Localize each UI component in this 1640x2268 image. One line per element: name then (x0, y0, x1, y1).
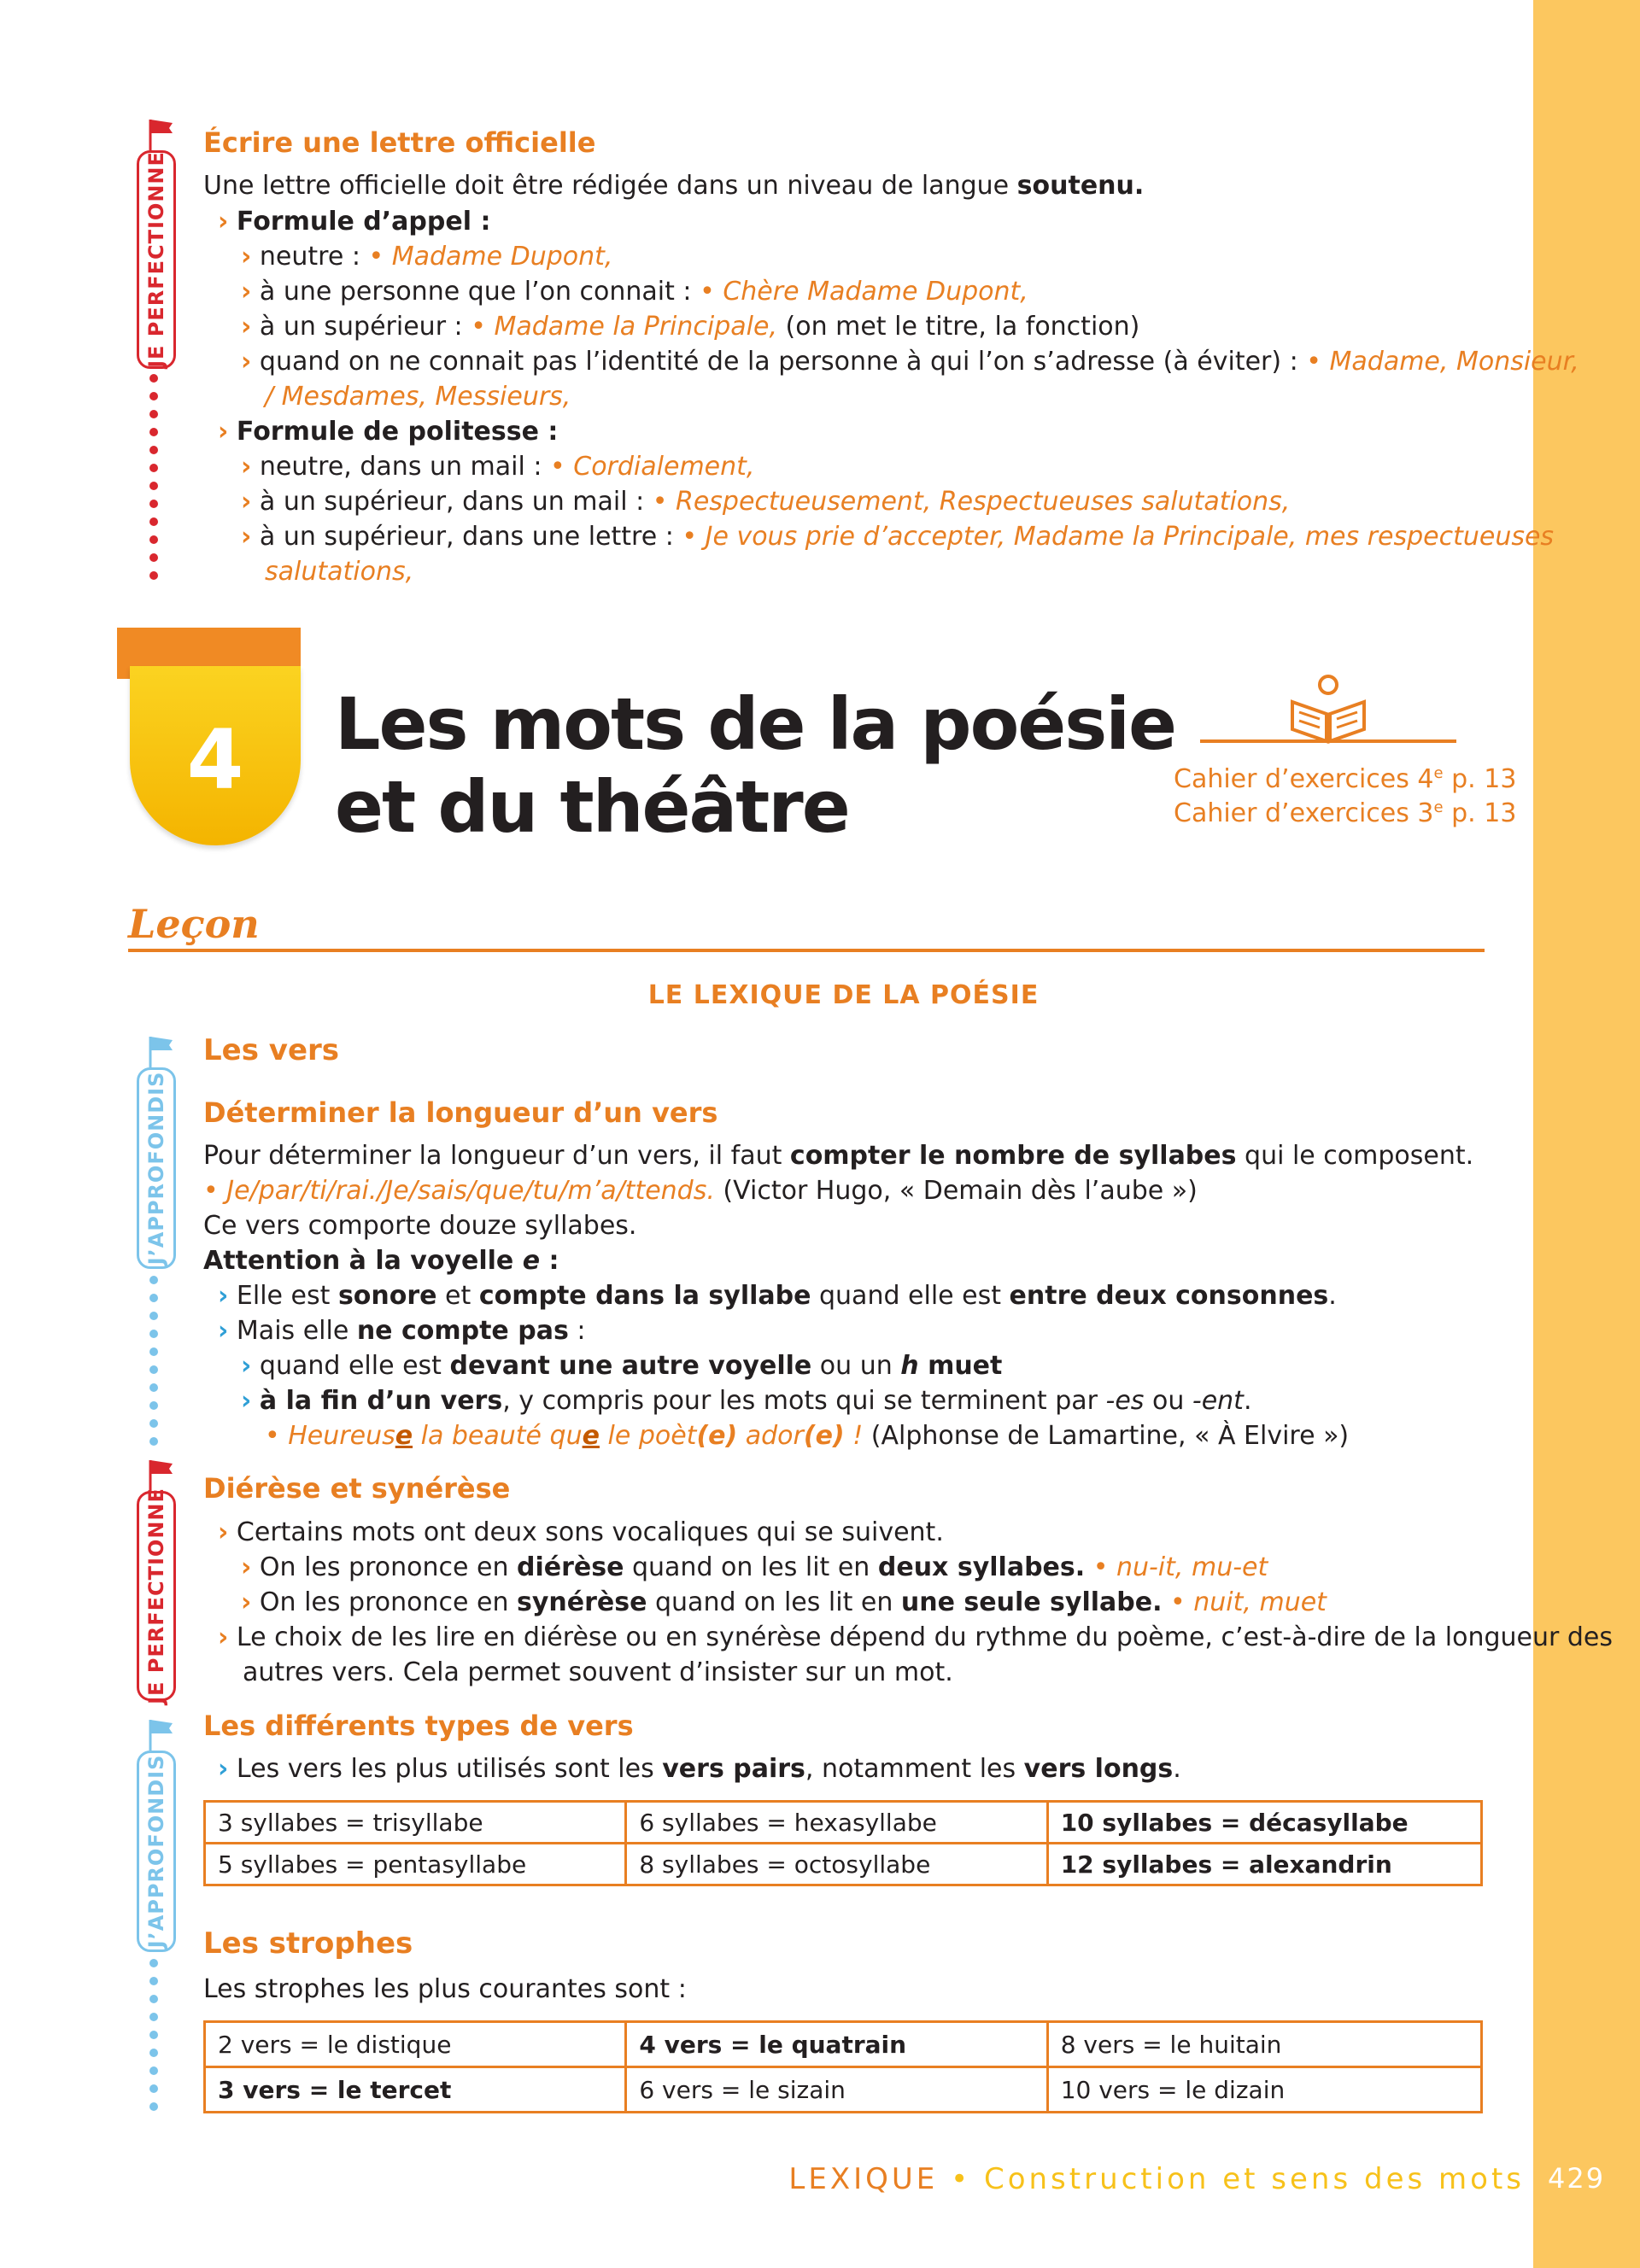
appel-neutre: › neutre : • Madame Dupont, (241, 242, 613, 272)
table-row (205, 1844, 1482, 1885)
politesse-sup-lettre: › à un supérieur, dans une lettre : • Je vous prie d’accepter, Madame la Principale, mes respectueuses (241, 522, 1555, 552)
table-row (205, 1802, 1482, 1844)
table-cell: 2 vers = le distique (205, 2022, 626, 2067)
strophes-intro: Les strophes les plus courantes sont : (203, 1974, 687, 2004)
table-cell: 6 syllabes = hexasyllabe (626, 1802, 1047, 1844)
table-row (205, 2022, 1482, 2067)
chevron-right-icon: › (218, 1754, 229, 1784)
vers-p2: Ce vers comporte douze syllabes. (203, 1211, 637, 1241)
cahier-4e: Cahier d’exercices 4e p. 13 (1174, 764, 1517, 794)
table-cell: 8 vers = le huitain (1047, 2022, 1481, 2067)
politesse-mail: › neutre, dans un mail : • Cordialement, (241, 452, 755, 482)
tag-label: J’APPROFONDIS (144, 1754, 168, 1949)
vers-example2: • Heureuse la beauté que le poèt(e) ador(e) ! (Alphonse de Lamartine, « À Elvire ») (265, 1421, 1350, 1451)
table-cell: 3 syllabes = trisyllabe (205, 1802, 626, 1844)
types-title: Les différents types de vers (203, 1710, 634, 1742)
dots-divider (149, 1959, 158, 2120)
side-band (1533, 0, 1640, 2268)
blue-flag-icon (145, 1716, 176, 1751)
chevron-right-icon: › (241, 277, 252, 307)
appel-connait: › à une personne que l’on connait : • Chère Madame Dupont, (241, 277, 1028, 307)
chevron-right-icon: › (241, 242, 252, 272)
appel-inconnu: › quand on ne connait pas l’identité de la personne à qui l’on s’adresse (à éviter) : • Madame, Monsieur, (241, 347, 1579, 377)
strophes-table (203, 2020, 1483, 2113)
cahier-3e: Cahier d’exercices 3e p. 13 (1174, 798, 1517, 828)
bullet-icon: • (471, 312, 486, 342)
vers-l4: › à la fin d’un vers, y compris pour les mots qui se terminent par -es ou -ent. (241, 1386, 1252, 1416)
vers-title: Les vers (203, 1033, 340, 1067)
formule-politesse: › Formule de politesse : (218, 417, 559, 447)
bullet-icon: • (368, 242, 384, 272)
vers-example1: • Je/par/ti/rai./Je/sais/que/tu/m’a/ttends. (Victor Hugo, « Demain dès l’aube ») (203, 1176, 1198, 1206)
tag-j-approfondis (137, 1067, 176, 1269)
appel-inconnu-2: / Mesdames, Messieurs, (265, 382, 571, 412)
chevron-right-icon: › (218, 207, 229, 237)
table-row (205, 2067, 1482, 2113)
chapter-title-line2: et du théâtre (335, 765, 849, 849)
dierese-l3: › On les prononce en synérèse quand on les lit en une seule syllabe. • nuit, muet (241, 1587, 1327, 1617)
page-number: 429 (1548, 2162, 1606, 2195)
tag-label: JE PERFECTIONNE (144, 1488, 168, 1704)
vers-types-table (203, 1800, 1483, 1886)
bullet-icon: • (550, 452, 565, 482)
chevron-right-icon: › (218, 417, 229, 447)
bullet-icon: • (1092, 1552, 1109, 1582)
chevron-right-icon: › (241, 452, 252, 482)
types-l1: › Les vers les plus utilisés sont les vers pairs, notamment les vers longs. (218, 1754, 1181, 1784)
strophes-title: Les strophes (203, 1926, 413, 1961)
politesse-sup-lettre-2: salutations, (265, 557, 414, 587)
dots-divider (149, 1276, 158, 1455)
chevron-right-icon: › (218, 1281, 229, 1311)
tag-label: JE PERFECTIONNE (144, 151, 168, 368)
vers-l1: › Elle est sonore et compte dans la syllabe quand elle est entre deux consonnes. (218, 1281, 1337, 1311)
chevron-right-icon: › (241, 1386, 252, 1416)
lettre-title: Écrire une lettre officielle (203, 126, 596, 159)
table-cell: 8 syllabes = octosyllabe (626, 1844, 1047, 1885)
chevron-right-icon: › (218, 1622, 229, 1652)
chevron-right-icon: › (241, 1587, 252, 1617)
bullet-icon: • (700, 277, 715, 307)
chevron-right-icon: › (218, 1517, 229, 1547)
lecon-label: Leçon (128, 901, 260, 947)
lettre-intro: Une lettre officielle doit être rédigée dans un niveau de langue soutenu. (203, 171, 1145, 201)
dierese-l1: › Certains mots ont deux sons vocaliques qui se suivent. (218, 1517, 944, 1547)
chevron-right-icon: › (241, 1552, 252, 1582)
section-title: LE LEXIQUE DE LA POÉSIE (647, 980, 1040, 1010)
table-cell: 10 syllabes = décasyllabe (1047, 1802, 1481, 1844)
dots-divider (149, 374, 158, 589)
bullet-icon: • (1306, 347, 1321, 377)
reading-person-icon (1200, 673, 1456, 745)
tag-je-perfectionne (137, 1488, 176, 1704)
chevron-right-icon: › (218, 1316, 229, 1346)
table-cell: 3 vers = le tercet (205, 2067, 626, 2113)
formule-appel: › Formule d’appel : (218, 207, 491, 237)
vers-p1: Pour déterminer la longueur d’un vers, il faut compter le nombre de syllabes qui le composent. (203, 1141, 1474, 1171)
bullet-icon: • (265, 1421, 280, 1451)
chevron-right-icon: › (241, 487, 252, 517)
red-flag-icon (145, 1457, 176, 1491)
table-cell: 5 syllabes = pentasyllabe (205, 1844, 626, 1885)
vers-l3: › quand elle est devant une autre voyelle ou un h muet (241, 1351, 1003, 1381)
chevron-right-icon: › (241, 1351, 252, 1381)
lecon-rule (128, 949, 1485, 952)
table-cell: 10 vers = le dizain (1047, 2067, 1481, 2113)
bullet-icon: • (203, 1176, 219, 1206)
bullet-icon: • (652, 487, 668, 517)
chevron-right-icon: › (241, 347, 252, 377)
dierese-title: Diérèse et synérèse (203, 1472, 511, 1505)
chapter-title-line1: Les mots de la poésie (335, 682, 1176, 766)
dierese-l4b: autres vers. Cela permet souvent d’insister sur un mot. (243, 1657, 953, 1687)
bullet-icon: • (1170, 1587, 1186, 1617)
tag-label: J’APPROFONDIS (144, 1071, 168, 1266)
politesse-sup-mail: › à un supérieur, dans un mail : • Respectueusement, Respectueuses salutations, (241, 487, 1291, 517)
table-cell: 6 vers = le sizain (626, 2067, 1047, 2113)
tag-j-approfondis (137, 1751, 176, 1952)
chevron-right-icon: › (241, 312, 252, 342)
chapter-number: 4 (186, 712, 244, 808)
dierese-l2: › On les prononce en diérèse quand on les lit en deux syllabes. • nu-it, mu-et (241, 1552, 1268, 1582)
dierese-l4: › Le choix de les lire en diérèse ou en synérèse dépend du rythme du poème, c’est-à-dire de la longueur des (218, 1622, 1613, 1652)
vers-attention: Attention à la voyelle e : (203, 1246, 559, 1276)
bullet-icon: • (682, 522, 698, 552)
blue-flag-icon (145, 1033, 176, 1067)
tag-je-perfectionne (137, 150, 176, 369)
table-cell: 12 syllabes = alexandrin (1047, 1844, 1481, 1885)
footer-running-head: LEXIQUE • Construction et sens des mots (788, 2162, 1525, 2196)
vers-l2: › Mais elle ne compte pas : (218, 1316, 586, 1346)
red-flag-icon (145, 116, 176, 150)
table-cell: 4 vers = le quatrain (626, 2022, 1047, 2067)
chevron-right-icon: › (241, 522, 252, 552)
appel-superieur: › à un supérieur : • Madame la Principale, (on met le titre, la fonction) (241, 312, 1140, 342)
vers-subtitle: Déterminer la longueur d’un vers (203, 1096, 718, 1129)
